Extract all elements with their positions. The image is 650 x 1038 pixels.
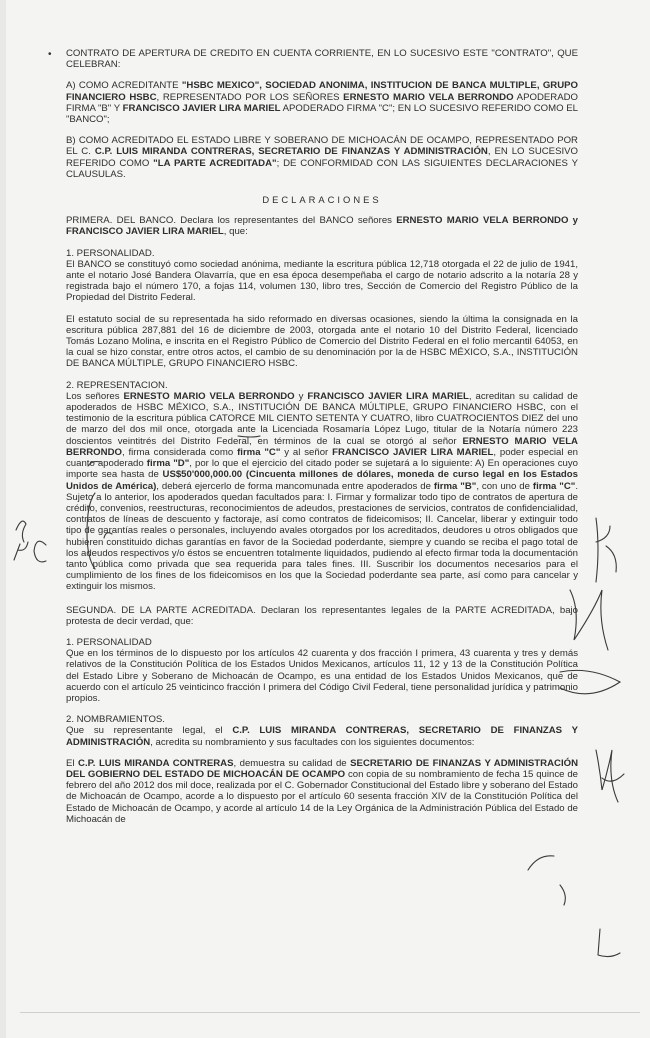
section-representacion: 2. REPRESENTACION. — [66, 379, 168, 391]
margin-bracket-left — [34, 541, 46, 562]
margin-scribble-left-2 — [14, 542, 28, 560]
nombramientos-paragraph-2: El C.P. LUIS MIRANDA CONTRERAS, demuestra su calidad de SECRETARIO DE FINANZAS Y ADMINISTRACIÓN DEL GOBIERNO DEL ESTADO DE MICHOACÁN DE OCAMPO con copia de su nombramiento de fecha 15 quince de febrero del año 2012 dos mil doce, realizada por el C. Gobernador Constitucional del Estado libre y soberano del Estado de Michoacán de Ocampo, acorde a lo dispuesto por el artículo 60 sesenta fracción XIV de la Constitución Política del Estado de Michoacán de Ocampo, y acorde al artículo 14 de la Ley Orgánica de la Administración Pública del Estado de Michoacán de — [66, 757, 579, 825]
document-body — [66, 48, 578, 833]
contract-title: CONTRATO DE APERTURA DE CREDITO EN CUENTA CORRIENTE, EN LO SUCESIVO ESTE "CONTRATO", QUE CELEBRAN: — [66, 48, 578, 71]
signature-mark-1 — [596, 518, 616, 582]
pen-stroke-3 — [598, 929, 620, 957]
bullet-dot: • — [48, 49, 52, 60]
pen-stroke-2 — [560, 885, 565, 905]
section-personalidad-acreditada: 1. PERSONALIDAD — [66, 636, 152, 648]
representacion-paragraph: Los señores ERNESTO MARIO VELA BERRONDO y FRANCISCO JAVIER LIRA MARIEL, acreditan su calidad de apoderados de HSBC MÉXICO, S.A., INSTITUCIÓN DE BANCA MÚLTIPLE, GRUPO FINANCIERO HSBC, con el testimonio de la escritura pública CATORCE MIL CIENTO SETENTA Y CUATRO, libro CUATROCIENTOS DIEZ del uno de marzo del dos mil once, otorgada ante la Licenciada Rosamaría López Lugo, titular de la Notaría número 223 doscientos veintitrés del Distrito Federal, en términos de la cual se otorgó al señor ERNESTO MARIO VELA BERRONDO, firma considerada como firma "C" y al señor FRANCISCO JAVIER LIRA MARIEL, poder especial en cuanto apoderado firma "D", por lo que el ejercicio del citado poder se sujetará a lo siguiente: A) En operaciones cuyo importe sea hasta de US$50'000,000.00 (Cincuenta millones de dólares, moneda de curso legal en los Estados Unidos de América), deberá ejercerlo de forma mancomunada entre apoderados de firma "B", con uno de firma "C". Sujeto a lo anterior, los apoderados quedan facultados para: I. Firmar y formalizar todo tipo de contratos de apertura de crédito, convenios, reestructuras, reconocimientos de adeudos, prestaciones de servicios, contratos de confidencialidad, contratos de líneas de descuento y factoraje, así como contratos de fideicomisos; II. Cancelar, liberar y extinguir todo tipo de garantías reales o personales, incluyendo avales otorgados por los acreditados, deudores u otros obligados que hubieren constituido dichas garantías en favor de la Sociedad poderdante, siempre y cuando se reciba el pago total de los adeudos respectivos y/o éstos se encuentren totalmente liquidados, pudiendo al efecto firmar toda la documentación tanto pública como privada que sea requerida para tales fines. III. Suscribir los documentos necesarios para el cumplimiento de los fines de los fideicomisos en los que la Sociedad poderdante sea parte, así como para cancelar y extinguir los mismos. — [66, 390, 579, 593]
page-bottom-rule — [20, 1012, 640, 1013]
personalidad-acreditada-paragraph: Que en los términos de lo dispuesto por los artículos 42 cuarenta y dos fracción I primera, 43 cuarenta y tres y demás relativos de la Constitución Política de los Estados Unidos Mexicanos, artículos 11, 12 y 13 de la Constitución Política del Estado Libre y Soberano de Michoacán de Ocampo, es una entidad de los Estados Unidos Mexicanos, que de acuerdo con el artículo 25 veinticinco fracción I primera del Código Civil Federal, tiene personalidad jurídica y patrimonio propios. — [66, 648, 578, 704]
personalidad-paragraph-2: El estatuto social de su representada ha sido reformado en diversas ocasiones, siendo la última la consignada en la escritura pública 287,881 del 16 de diciembre de 2003, otorgada ante el notario 10 del Distrito Federal, licenciado Tomás Lozano Molina, e inscrita en el Registro Público de Comercio del Distrito Federal en el folio mercantil 64053, en la cual se hizo constar, entre otros actos, el cambio de su denominación por la de HSBC MÉXICO, S.A., INSTITUCIÓN DE BANCA MÚLTIPLE, GRUPO FINANCIERO HSBC. — [66, 313, 578, 370]
section-personalidad-banco: 1. PERSONALIDAD. — [66, 247, 155, 259]
section-nombramientos: 2. NOMBRAMIENTOS. — [66, 714, 165, 726]
primera-declaracion: PRIMERA. DEL BANCO. Declara los representantes del BANCO señores ERNESTO MARIO VELA BERRONDO y FRANCISCO JAVIER LIRA MARIEL, que: — [66, 215, 579, 238]
margin-scribble-left-1 — [16, 521, 26, 542]
signature-mark-3 — [596, 750, 624, 802]
clause-b: B) COMO ACREDITADO EL ESTADO LIBRE Y SOBERANO DE MICHOACÁN DE OCAMPO, REPRESENTADO POR EL C. C.P. LUIS MIRANDA CONTRERAS, SECRETARIO DE FINANZAS Y ADMINISTRACIÓN, EN LO SUCESIVO REFERIDO COMO "LA PARTE ACREDITADA"; DE CONFORMIDAD CON LAS SIGUIENTES DECLARACIONES Y CLAUSULAS. — [66, 135, 579, 180]
pen-stroke-1 — [528, 856, 554, 870]
declaraciones-heading: DECLARACIONES — [262, 194, 382, 206]
nombramientos-paragraph-1: Que su representante legal, el C.P. LUIS MIRANDA CONTRERAS, SECRETARIO DE FINANZAS Y ADMINISTRACIÓN, acredita su nombramiento y sus facultades con los siguientes documentos: — [66, 725, 578, 748]
scan-edge — [0, 0, 6, 1038]
personalidad-paragraph-1: El BANCO se constituyó como sociedad anónima, mediante la escritura pública 12,718 otorgada el 22 de julio de 1941, ante el notario José Bandera Olavarría, que en esa época desempeñaba el cargo de notario adscrito a la notaría 28 y registrada bajo el número 170, a fojas 114, volumen 130, libro tres, Sección de Comercio del Registro Público de la Propiedad del Distrito Federal. — [66, 258, 578, 304]
segunda-declaracion: SEGUNDA. DE LA PARTE ACREDITADA. Declaran los representantes legales de la PARTE ACREDITADA, bajo protesta de decir verdad, que: — [66, 604, 578, 627]
clause-a: A) COMO ACREDITANTE "HSBC MEXICO", SOCIEDAD ANONIMA, INSTITUCION DE BANCA MULTIPLE, GRUPO FINANCIERO HSBC, REPRESENTADO POR LOS SEÑORES ERNESTO MARIO VELA BERRONDO APODERADO FIRMA "B" Y FRANCISCO JAVIER LIRA MARIEL APODERADO FIRMA "C"; EN LO SUCESIVO REFERIDO COMO EL "BANCO"; — [66, 80, 578, 126]
